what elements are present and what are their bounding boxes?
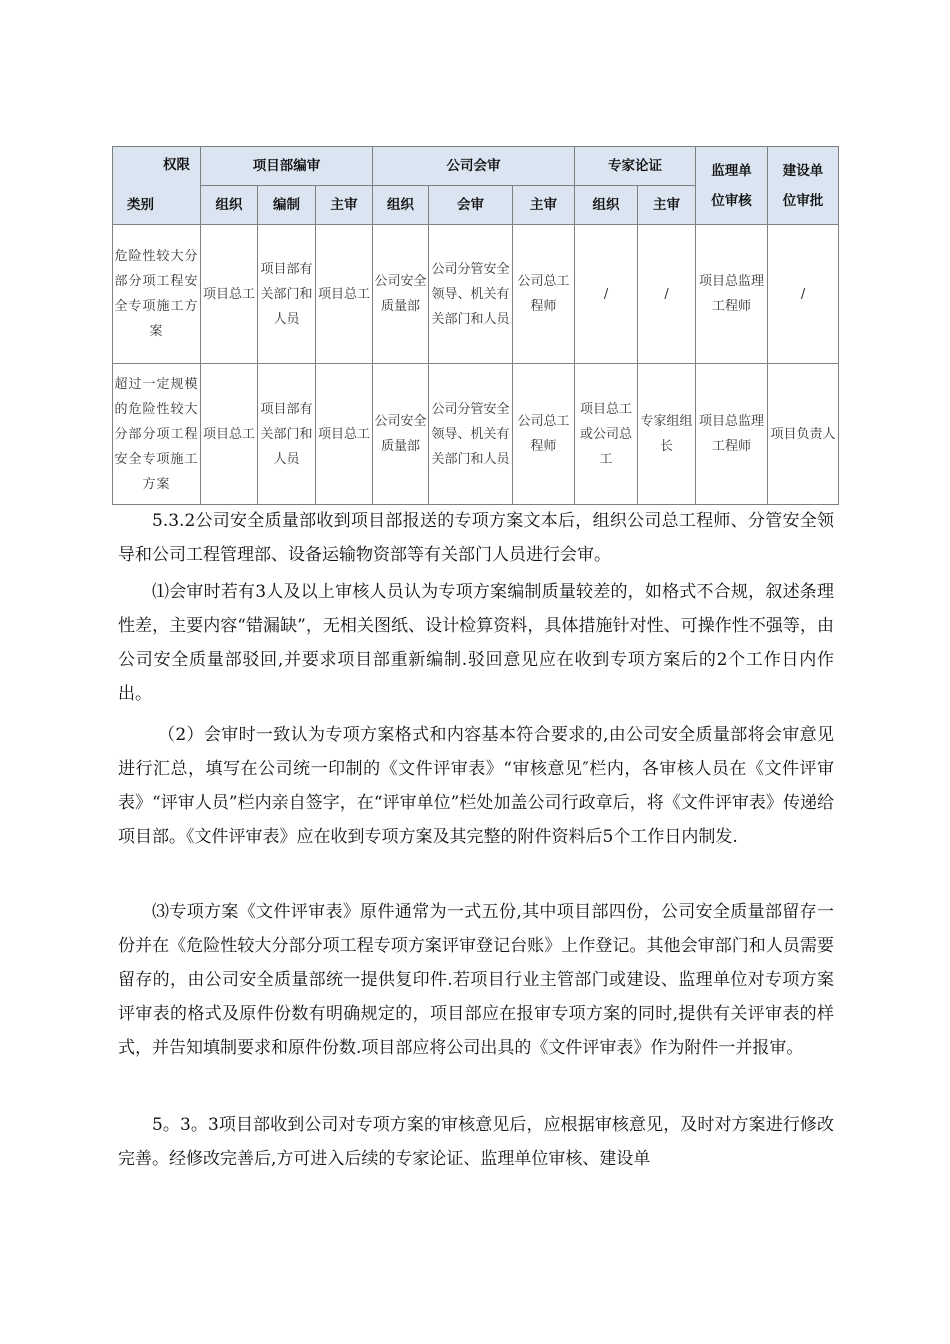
table-row bbox=[113, 225, 839, 364]
row-category: 危险性较大分部分项工程安全专项施工方案 bbox=[113, 225, 201, 364]
subheader: 主审 bbox=[638, 186, 696, 225]
table-cell: 项目部有关部门和人员 bbox=[258, 364, 316, 505]
subheader: 主审 bbox=[513, 186, 575, 225]
row-category: 超过一定规模的危险性较大分部分项工程安全专项施工方案 bbox=[113, 364, 201, 505]
table-corner-header bbox=[113, 147, 201, 225]
review-authority-table bbox=[112, 146, 839, 505]
table-cell: 项目总工 bbox=[316, 364, 373, 505]
group-header-owner: 建设单位审批 bbox=[768, 147, 839, 225]
table-cell: / bbox=[768, 225, 839, 364]
paragraph-5-3-3: 5。3。3项目部收到公司对专项方案的审核意见后，应根据审核意见，及时对方案进行修改完善。经修改完善后,方可进入后续的专家论证、监理单位审核、建设单 bbox=[118, 1115, 834, 1169]
group-header-expert: 专家论证 bbox=[575, 147, 696, 186]
paragraph-5-3-2: 5.3.2公司安全质量部收到项目部报送的专项方案文本后，组织公司总工程师、分管安全领导和公司工程管理部、设备运输物资部等有关部门人员进行会审。 bbox=[118, 511, 834, 565]
subheader: 组织 bbox=[201, 186, 258, 225]
table-cell: 项目总工 bbox=[201, 225, 258, 364]
table-cell: 公司安全质量部 bbox=[373, 364, 429, 505]
paragraph-item-3: ⑶专项方案《文件评审表》原件通常为一式五份,其中项目部四份，公司安全质量部留存一份并在《危险性较大分部分项工程专项方案评审登记台账》上作登记。其他会审部门和人员需要留存的，由公司安全质量部统一提供复印件.若项目行业主管部门或建设、监理单位对专项方案评审表的格式及原件份数有明确规定的，项目部应在报审专项方案的同时,提供有关评审表的样式，并告知填制要求和原件份数.项目部应将公司出具的《文件评审表》作为附件一并报审。 bbox=[118, 902, 834, 1058]
subheader: 编制 bbox=[258, 186, 316, 225]
paragraph-item-1: ⑴会审时若有3人及以上审核人员认为专项方案编制质量较差的，如格式不合规，叙述条理性差，主要内容“错漏缺”，无相关图纸、设计检算资料，具体措施针对性、可操作性不强等，由公司安全质量部驳回,并要求项目部重新编制.驳回意见应在收到专项方案后的2个工作日内作出。 bbox=[118, 582, 834, 704]
subheader: 组织 bbox=[575, 186, 638, 225]
corner-top-label: 权限 bbox=[163, 157, 190, 173]
table-cell: 专家组组长 bbox=[638, 364, 696, 505]
table-cell: / bbox=[638, 225, 696, 364]
group-header-company: 公司会审 bbox=[373, 147, 575, 186]
table-cell: / bbox=[575, 225, 638, 364]
table-cell: 项目总工 bbox=[201, 364, 258, 505]
table-cell: 公司安全质量部 bbox=[373, 225, 429, 364]
table-cell: 项目部有关部门和人员 bbox=[258, 225, 316, 364]
subheader: 组织 bbox=[373, 186, 429, 225]
table-row bbox=[113, 364, 839, 505]
table-cell: 项目总监理工程师 bbox=[696, 364, 768, 505]
table-cell: 项目负责人 bbox=[768, 364, 839, 505]
table-cell: 公司总工程师 bbox=[513, 364, 575, 505]
table-cell: 公司分管安全领导、机关有关部门和人员 bbox=[429, 364, 513, 505]
corner-bottom-label: 类别 bbox=[127, 197, 154, 213]
subheader: 主审 bbox=[316, 186, 373, 225]
subheader: 会审 bbox=[429, 186, 513, 225]
group-header-project: 项目部编审 bbox=[201, 147, 373, 186]
table-cell: 公司分管安全领导、机关有关部门和人员 bbox=[429, 225, 513, 364]
table-cell: 项目总监理工程师 bbox=[696, 225, 768, 364]
paragraph-item-2: （2）会审时一致认为专项方案格式和内容基本符合要求的,由公司安全质量部将会审意见进行汇总，填写在公司统一印制的《文件评审表》“审核意见″栏内，各审核人员在《文件评审表》“评审人员”栏内亲自签字，在“评审单位”栏处加盖公司行政章后，将《文件评审表》传递给项目部。《文件评审表》应在收到专项方案及其完整的附件资料后5个工作日内制发. bbox=[118, 725, 834, 847]
table-cell: 公司总工程师 bbox=[513, 225, 575, 364]
table-cell: 项目总工 bbox=[316, 225, 373, 364]
table-cell: 项目总工或公司总工 bbox=[575, 364, 638, 505]
group-header-supervisor: 监理单位审核 bbox=[696, 147, 768, 225]
